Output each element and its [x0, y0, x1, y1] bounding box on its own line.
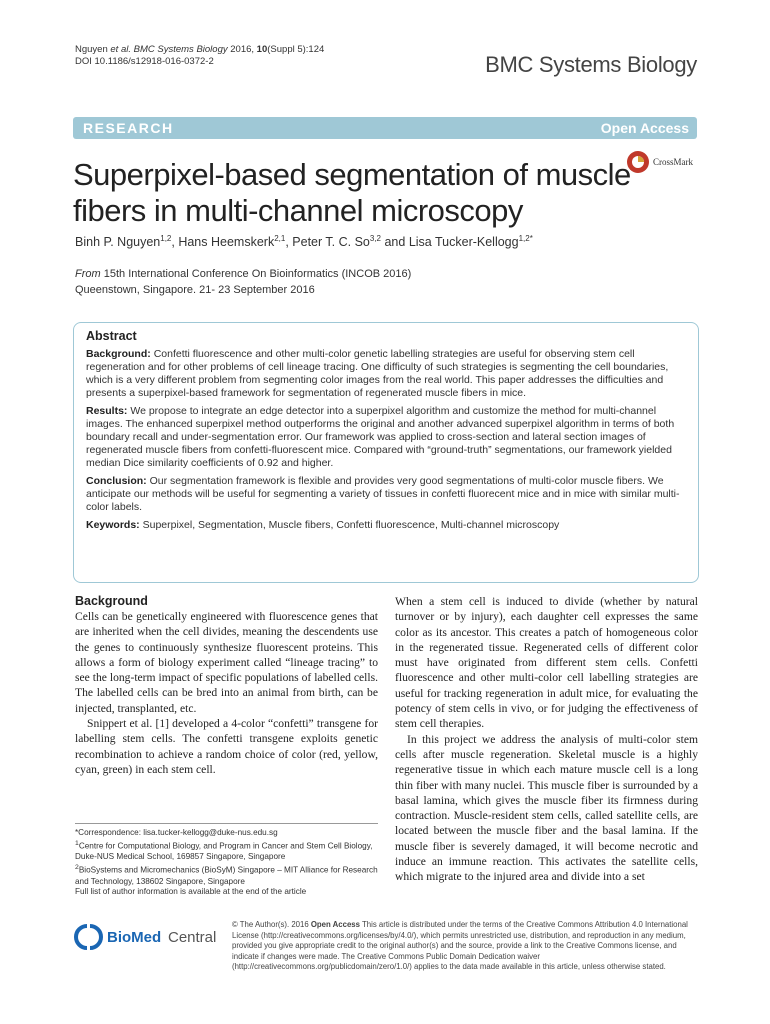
section-banner — [73, 117, 697, 139]
body-paragraph: In this project we address the analysis of multi-color stem cells after muscle regeneration. Skeletal muscle is a highly regenerative tissue in which each mature muscle cell is a long thin fiber with many nuclei. This muscle fiber is surrounded by a basal lamina, which gives the muscle fiber its firmness during contraction. Muscle-resident stem cells, called satellite cells, are located between the muscle fiber and the basal lamina. If the muscle fiber is severely damaged, it will become necrotic and induce an immune reaction. This activates the satellite cells, which migrate to the injured area and divide into a set — [395, 732, 698, 884]
author-name: Hans Heemskerk — [178, 235, 275, 250]
abstract-keywords — [86, 519, 686, 532]
logo-text-light: Central — [168, 929, 217, 946]
keywords-label: Keywords: — [86, 519, 140, 531]
copyright: © The Author(s). 2016 — [232, 920, 311, 929]
background-text: Confetti fluorescence and other multi-color genetic labelling strategies are useful for observing stem cell regeneration and for other problems of cell lineage tracing. One difficulty of such strategies is segmenting the cell boundaries, which is a very different problem from segmenting color images from the real world. This paper addresses the difficulties and presents a superpixel-based framework for segmentation of regenerated muscle fibers in mice. — [86, 348, 669, 399]
body-paragraph: When a stem cell is induced to divide (whether by natural turnover or by injury), each daughter cell expresses the same color as its ancestor. This creates a patch of homogeneous color in the regenerated tissue. Regenerated cells of different color must have originated from different stem cells. Confetti fluorescence and other multi-color cell labelling strategies are useful for tracking regeneration in adult mice, for evaluating the potency of stem cells in vivo, or for judging the effectiveness of stem cell therapies. — [395, 595, 698, 731]
conclusion-label: Conclusion: — [86, 475, 147, 487]
full-author-info-note: Full list of author information is available at the end of the article — [75, 887, 307, 897]
citation — [75, 44, 324, 68]
body-paragraph: Snippert et al. [1] developed a 4-color “confetti” transgene for labelling stem cells. The confetti transgene exploits genetic recombination to achieve a random choice of color (red, yellow, cyan, green) in each stem cell. — [75, 717, 378, 776]
background-label: Background: — [86, 348, 151, 360]
logo-text-bold: BioMed — [107, 929, 162, 946]
biomed-central-icon — [73, 922, 223, 952]
section-label: RESEARCH — [83, 120, 174, 136]
affiliation-text: BioSystems and Micromechanics (BioSyM) Singapore – MIT Alliance for Research and Technology, 138602 Singapore, Singapore — [75, 865, 378, 886]
author-affiliation: 1,2* — [518, 234, 533, 243]
abstract-conclusion — [86, 475, 686, 514]
keywords-text: Superpixel, Segmentation, Muscle fibers, Confetti fluorescence, Multi-channel microscopy — [142, 519, 560, 531]
author-separator: , — [171, 235, 179, 250]
citation-year: 2016, — [227, 44, 257, 55]
results-text: We propose to integrate an edge detector into a superpixel algorithm and customize the method for multi-channel images. The enhanced superpixel method outperforms the original and another advanced superpixel algorithm in terms of both boundary recall and under-segmentation error. Our framework was applied to cross-section and lateral section images of regenerated muscle fibers from confetti-fluorescent mice. Compared with “ground-truth” segmentations, our framework yielded median Dice similarity coefficients of 0.92 and higher. — [86, 405, 675, 469]
author-affiliation: 2,1 — [274, 234, 286, 243]
affiliation-1 — [75, 839, 378, 863]
abstract-box — [73, 322, 699, 583]
license-body: This article is distributed under the terms of the Creative Commons Attribution 4.0 International License (http://creativecommons.org/licenses/by/4.0/), which permits unrestricted use, distribution, and reproduction in any medium, provided you give appropriate credit to the original author(s) and the source, provide a link to the Creative Commons license, and indicate if changes were made. The Creative Commons Public Domain Dedication waiver (http://creativecommons.org/publicdomain/zero/1.0/) applies to the data made available in this article, unless otherwise stated. — [232, 920, 688, 971]
results-label: Results: — [86, 405, 128, 417]
conference-location: Queenstown, Singapore. 21- 23 September 2016 — [75, 284, 315, 296]
citation-issue: (Suppl 5):124 — [267, 44, 325, 55]
from-label: From — [75, 268, 101, 280]
author-affiliation: 1,2 — [160, 234, 172, 243]
doi[interactable]: DOI 10.1186/s12918-016-0372-2 — [75, 56, 214, 67]
abstract-background — [86, 348, 686, 400]
section-heading: Background — [75, 594, 148, 608]
conference-info — [75, 266, 411, 298]
citation-authors: Nguyen — [75, 44, 111, 55]
citation-volume: 10 — [256, 44, 268, 55]
affiliation-2 — [75, 863, 378, 887]
author-name: Lisa Tucker-Kellogg — [408, 235, 519, 250]
citation-journal: et al. BMC Systems Biology — [110, 44, 228, 55]
article-title: Superpixel-based segmentation of muscle fibers in multi-channel microscopy — [73, 157, 631, 228]
body-column-left — [75, 594, 378, 777]
conclusion-text: Our segmentation framework is flexible and provides very good segmentations of multi-color muscle fibers. We anticipate our methods will be useful for segmenting a variety of tissues in confetti fluorecent mice and in mice with similar multi-color labels. — [86, 475, 680, 513]
correspondence[interactable]: *Correspondence: lisa.tucker-kellogg@duke-nus.edu.sg — [75, 828, 278, 837]
footnotes — [75, 823, 378, 898]
biomed-central-logo[interactable] — [73, 922, 223, 957]
license-text — [232, 920, 702, 973]
body-column-right — [395, 594, 698, 885]
open-access-label: Open Access — [600, 120, 689, 136]
crossmark-badge[interactable] — [626, 150, 698, 181]
abstract-heading: Abstract — [86, 329, 137, 343]
crossmark-icon — [626, 150, 698, 176]
author-separator: and — [381, 235, 409, 250]
conference-name: 15th International Conference On Bioinformatics (INCOB 2016) — [100, 268, 412, 280]
crossmark-text: CrossMark — [653, 157, 693, 167]
author-list — [75, 234, 533, 249]
affiliation-number: 1 — [75, 839, 79, 847]
abstract-results — [86, 405, 686, 470]
license-open-access: Open Access — [310, 920, 360, 929]
affiliation-text: Centre for Computational Biology, and Program in Cancer and Stem Cell Biology, Duke-NUS Medical School, 169857 Singapore, Singapore — [75, 841, 373, 862]
author-affiliation: 3,2 — [369, 234, 381, 243]
author-name: Binh P. Nguyen — [75, 235, 161, 250]
author-separator: , — [285, 235, 293, 250]
body-paragraph: Cells can be genetically engineered with fluorescence genes that are inherited when the cell divides, meaning the descendents use the genes to continuously synthesize fluorescent proteins. This allows a form of biology experiment called “lineage tracing” to see the long-term impact of specific populations of labelled cells. The labelled cells can be bred into an animal from birth, can be injected, transplanted, etc. — [75, 610, 378, 715]
journal-name: BMC Systems Biology — [485, 52, 697, 77]
affiliation-number: 2 — [75, 864, 79, 872]
author-name: Peter T. C. So — [292, 235, 370, 250]
